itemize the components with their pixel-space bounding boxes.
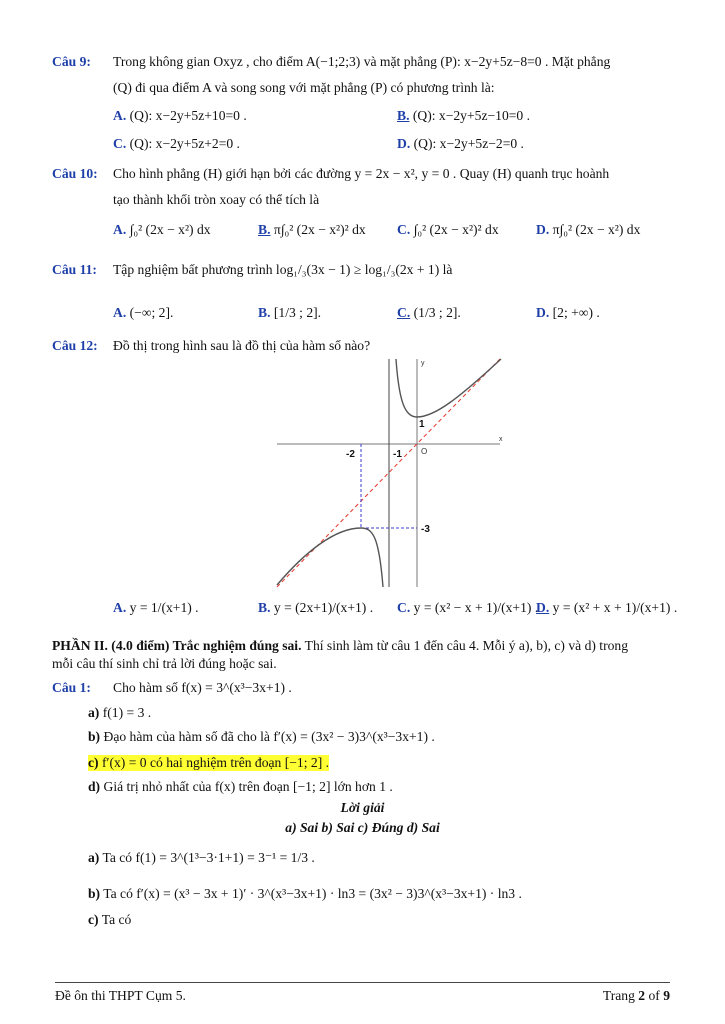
question-10-option-c: C. ∫₀² (2x − x²)² dx xyxy=(397,222,499,237)
question-10-line2: tạo thành khối tròn xoay có thể tích là xyxy=(113,192,320,207)
tick-label-1: 1 xyxy=(419,419,425,430)
part-2-heading: PHẦN II. (4.0 điểm) Trắc nghiệm đúng sai. xyxy=(52,638,302,653)
origin-label: O xyxy=(421,447,428,456)
question-9-option-a: A. (Q): x−2y+5z+10=0 . xyxy=(113,108,247,123)
solution-c: c) Ta có xyxy=(88,912,132,927)
question-11-option-b: B. [1/3 ; 2]. xyxy=(258,305,322,320)
question-10-option-a: A. ∫₀² (2x − x²) dx xyxy=(113,222,211,237)
solution-answer: a) Sai b) Sai c) Đúng d) Sai xyxy=(285,820,440,835)
tick-label-minus-1: -1 xyxy=(393,449,402,460)
question-12-option-b: B. y = (2x+1)/(x+1) . xyxy=(258,600,374,615)
statement-d: d) Giá trị nhỏ nhất của f(x) trên đoạn [−1; 2] lớn hơn 1 . xyxy=(88,779,393,794)
tick-label-minus-3: -3 xyxy=(421,524,430,535)
statement-b: b) Đạo hàm của hàm số đã cho là f′(x) = (3x² − 3)3^(x³−3x+1) . xyxy=(88,729,435,744)
part-2-intro: PHẦN II. (4.0 điểm) Trắc nghiệm đúng sai. Thí sinh làm từ câu 1 đến câu 4. Mỗi ý a), b), c) và d) trong xyxy=(52,638,628,653)
question-12-option-c: C. y = (x² − x + 1)/(x+1) . xyxy=(397,600,539,615)
curve-left-branch xyxy=(277,528,383,587)
question-12-option-a: A. y = 1/(x+1) . xyxy=(113,600,199,615)
footer-divider xyxy=(55,982,670,983)
footer-left: Đề ôn thi THPT Cụm 5. xyxy=(55,988,186,1003)
part-2-intro-line2: mỗi câu thí sinh chỉ trả lời đúng hoặc sai. xyxy=(52,656,277,671)
question-11-option-c: C. (1/3 ; 2]. xyxy=(397,305,461,320)
part2-question-1-label: Câu 1: xyxy=(52,680,91,695)
solution-title: Lời giải xyxy=(340,800,385,815)
x-axis-label: x xyxy=(499,436,503,443)
question-10-line1: Cho hình phẳng (H) giới hạn bởi các đường y = 2x − x², y = 0 . Quay (H) quanh trục hoành xyxy=(113,166,610,181)
question-12-label: Câu 12: xyxy=(52,338,98,353)
question-9-line2: (Q) đi qua điểm A và song song với mặt phẳng (P) có phương trình là: xyxy=(113,80,495,95)
question-9-option-d: D. (Q): x−2y+5z−2=0 . xyxy=(397,136,524,151)
y-axis-label: y xyxy=(421,360,425,367)
part2-question-1-stem: Cho hàm số f(x) = 3^(x³−3x+1) . xyxy=(113,680,292,695)
question-12-line1: Đồ thị trong hình sau là đồ thị của hàm số nào? xyxy=(113,338,371,353)
statement-a: a) f(1) = 3 . xyxy=(88,705,152,720)
question-9-line1: Trong không gian Oxyz , cho điểm A(−1;2;3) và mặt phẳng (P): x−2y+5z−8=0 . Mặt phẳng xyxy=(113,54,611,69)
question-11-line1: Tập nghiệm bất phương trình log₁/₃(3x − 1) ≥ log₁/₃(2x + 1) là xyxy=(113,262,453,277)
question-9-option-b: B. (Q): x−2y+5z−10=0 . xyxy=(397,108,530,123)
question-11-option-d: D. [2; +∞) . xyxy=(536,305,600,320)
tick-label-minus-2: -2 xyxy=(346,449,355,460)
question-11-label: Câu 11: xyxy=(52,262,97,277)
question-11-option-a: A. (−∞; 2]. xyxy=(113,305,174,320)
question-9-label: Câu 9: xyxy=(52,54,91,69)
function-graph xyxy=(275,357,505,589)
curve-right-branch xyxy=(396,359,501,417)
question-10-option-d: D. π∫₀² (2x − x²) dx xyxy=(536,222,641,237)
statement-c-highlighted: c) f′(x) = 0 có hai nghiệm trên đoạn [−1; 2] . xyxy=(88,755,330,770)
question-10-option-b: B. π∫₀² (2x − x²)² dx xyxy=(258,222,366,237)
question-12-option-d: D. y = (x² + x + 1)/(x+1) . xyxy=(536,600,678,615)
solution-b: b) Ta có f′(x) = (x³ − 3x + 1)′ · 3^(x³−3x+1) · ln3 = (3x² − 3)3^(x³−3x+1) · ln3 . xyxy=(88,886,522,901)
question-10-label: Câu 10: xyxy=(52,166,98,181)
solution-a: a) Ta có f(1) = 3^(1³−3·1+1) = 3⁻¹ = 1/3 . xyxy=(88,850,315,865)
question-9-option-c: C. (Q): x−2y+5z+2=0 . xyxy=(113,136,240,151)
footer-page-number: Trang 2 of 9 xyxy=(602,988,670,1003)
